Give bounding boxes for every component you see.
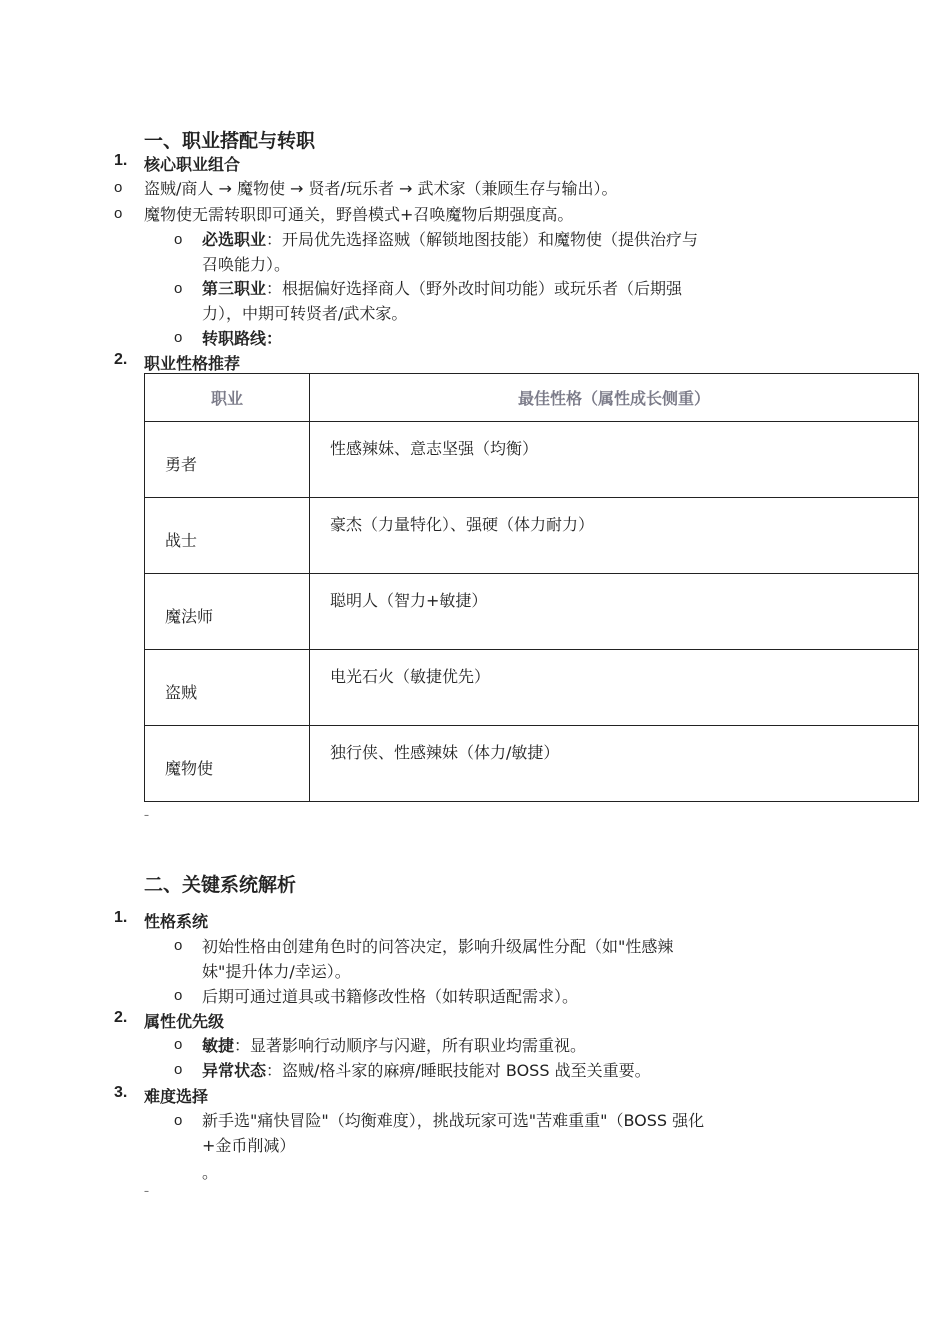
item-label: 敏捷 xyxy=(202,1036,235,1055)
trait-cell: 独行侠、性感辣妹（体力/敏捷） xyxy=(310,726,919,802)
item-text: ：开局优先选择盗贼（解锁地图技能）和魔物使（提供治疗与 xyxy=(266,230,699,249)
list-number: 1. xyxy=(114,909,128,926)
item-text-continued: 妹"提升体力/幸运）。 xyxy=(202,962,351,981)
item-title: 核心职业组合 xyxy=(144,155,241,174)
trait-cell: 电光石火（敏捷优先） xyxy=(310,650,919,726)
list-item: 盗贼/商人 → 魔物使 → 贤者/玩乐者 → 武术家（兼顾生存与输出）。 xyxy=(144,179,618,198)
bullet-marker: o xyxy=(174,1036,183,1053)
item-label: 第三职业 xyxy=(202,279,267,298)
section-1-title: 一、职业搭配与转职 xyxy=(144,130,316,152)
list-item: 后期可通过道具或书籍修改性格（如转职适配需求）。 xyxy=(202,987,579,1006)
paragraph-mark: – xyxy=(144,1186,149,1197)
table-row xyxy=(145,498,919,574)
bullet-marker: o xyxy=(174,987,183,1004)
bullet-marker: o xyxy=(174,1061,183,1078)
list-number: 1. xyxy=(114,152,128,169)
list-item: 魔物使无需转职即可通关，野兽模式+召唤魔物后期强度高。 xyxy=(144,205,574,224)
list-item xyxy=(202,326,282,349)
column-header-trait: 最佳性格（属性成长侧重） xyxy=(310,374,919,422)
table-row xyxy=(145,650,919,726)
list-number: 3. xyxy=(114,1084,128,1101)
item-title: 性格系统 xyxy=(144,912,209,931)
bullet-marker: o xyxy=(174,329,183,346)
list-item xyxy=(202,1033,586,1056)
item-label: 转职路线 xyxy=(202,329,267,348)
trait-cell: 聪明人（智力+敏捷） xyxy=(310,574,919,650)
job-cell: 战士 xyxy=(145,498,310,574)
trait-cell: 性感辣妹、意志坚强（均衡） xyxy=(310,422,919,498)
list-item xyxy=(202,276,682,299)
list-number: 2. xyxy=(114,351,128,368)
list-item: 初始性格由创建角色时的问答决定，影响升级属性分配（如"性感辣 xyxy=(202,937,674,956)
item-text-continued: +金币削减） xyxy=(202,1136,296,1155)
table-row xyxy=(145,422,919,498)
item-title: 属性优先级 xyxy=(144,1012,225,1031)
table-row xyxy=(145,726,919,802)
item-text-continued: 召唤能力）。 xyxy=(202,255,291,274)
list-item: 新手选"痛快冒险"（均衡难度），挑战玩家可选"苦难重重"（BOSS 强化 xyxy=(202,1111,705,1130)
item-text: ： xyxy=(266,329,283,348)
bullet-marker: o xyxy=(174,1112,183,1129)
bullet-marker: o xyxy=(114,179,123,196)
item-text: ：盗贼/格斗家的麻痹/睡眠技能对 BOSS 战至关重要。 xyxy=(266,1061,651,1080)
table-row xyxy=(145,574,919,650)
item-text-continued: 。 xyxy=(202,1163,219,1182)
job-cell: 魔物使 xyxy=(145,726,310,802)
bullet-marker: o xyxy=(174,937,183,954)
trait-cell: 豪杰（力量特化）、强硬（体力耐力） xyxy=(310,498,919,574)
job-personality-table xyxy=(144,373,919,802)
bullet-marker: o xyxy=(114,205,123,222)
item-label: 必选职业 xyxy=(202,230,267,249)
list-number: 2. xyxy=(114,1009,128,1026)
job-cell: 勇者 xyxy=(145,422,310,498)
item-text: ：显著影响行动顺序与闪避，所有职业均需重视。 xyxy=(234,1036,587,1055)
paragraph-mark: – xyxy=(144,810,149,821)
job-cell: 魔法师 xyxy=(145,574,310,650)
item-text: ：根据偏好选择商人（野外改时间功能）或玩乐者（后期强 xyxy=(266,279,683,298)
item-text-continued: 力），中期可转贤者/武术家。 xyxy=(202,304,408,323)
item-title: 难度选择 xyxy=(144,1087,209,1106)
section-2-title: 二、关键系统解析 xyxy=(144,874,297,896)
table-header-row xyxy=(145,374,919,422)
item-title: 职业性格推荐 xyxy=(144,354,241,373)
job-cell: 盗贼 xyxy=(145,650,310,726)
column-header-job: 职业 xyxy=(145,374,310,422)
bullet-marker: o xyxy=(174,280,183,297)
item-label: 异常状态 xyxy=(202,1061,267,1080)
list-item xyxy=(202,1058,651,1081)
bullet-marker: o xyxy=(174,231,183,248)
list-item xyxy=(202,227,698,250)
